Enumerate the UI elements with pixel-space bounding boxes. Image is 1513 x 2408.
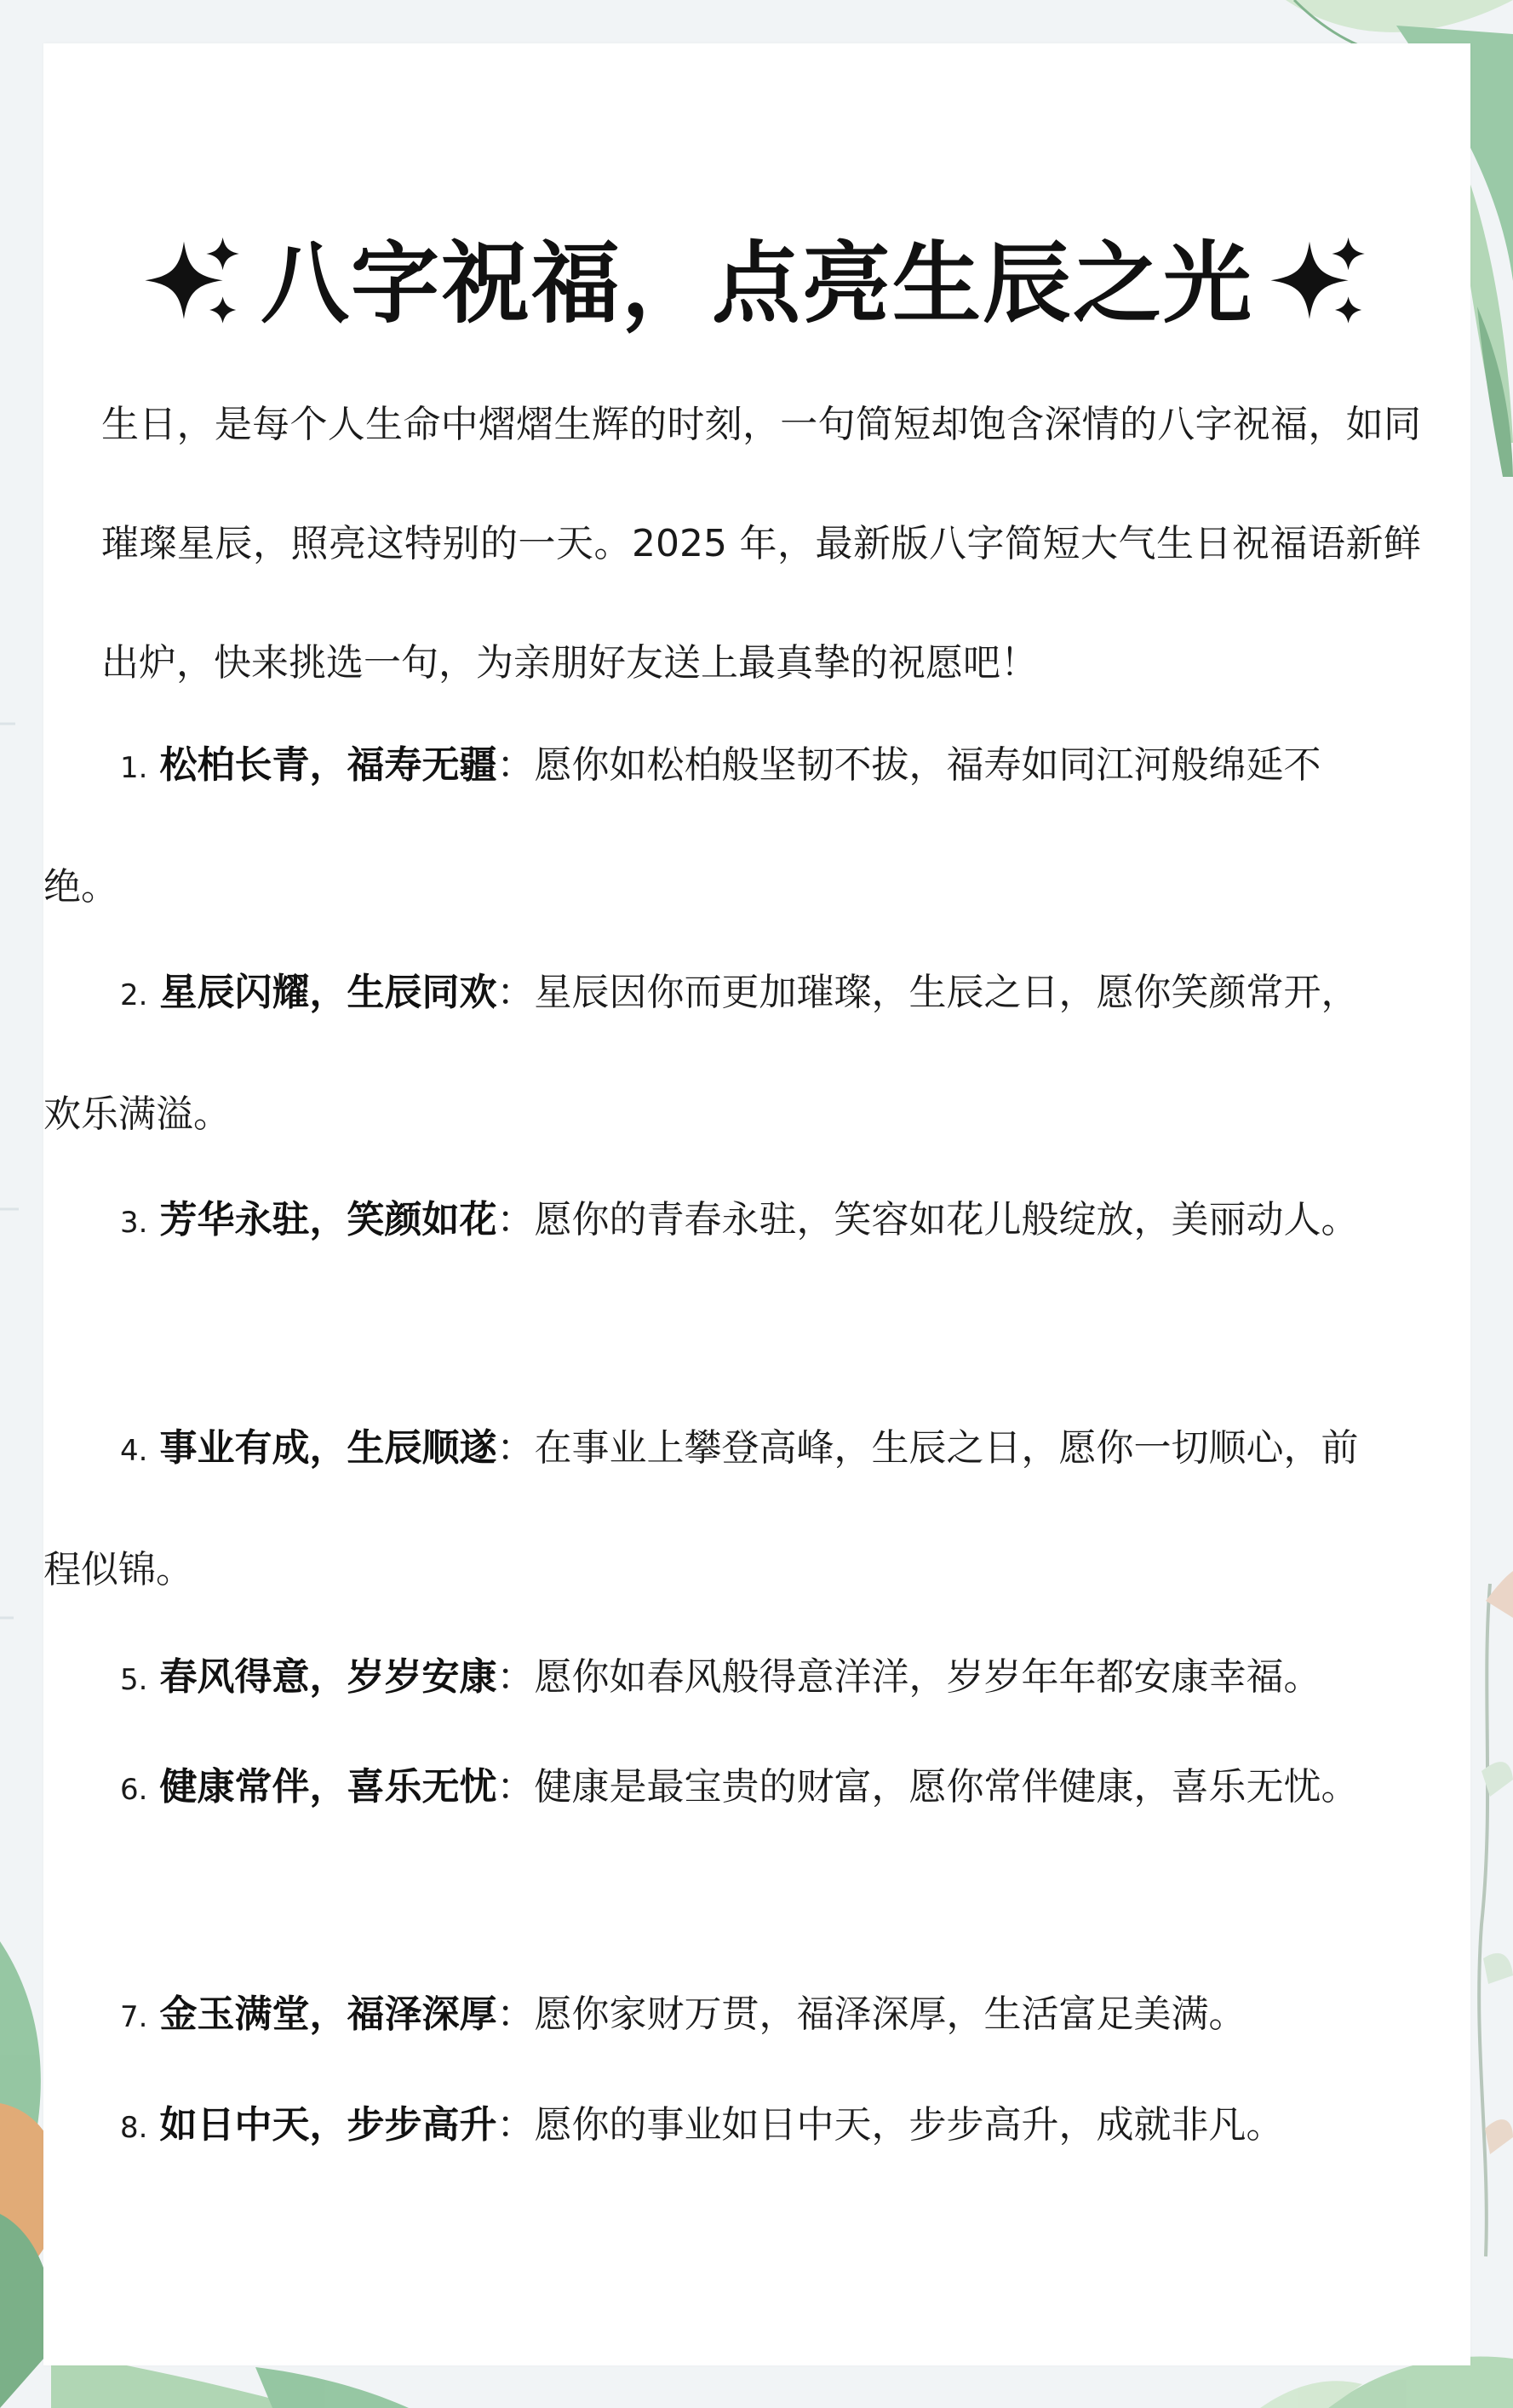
item-text: 愿你的事业如日中天，步步高升，成就非凡。 [534, 2103, 1284, 2147]
item-number: 8. [120, 2111, 148, 2145]
item-text: 星辰因你而更加璀璨，生辰之日，愿你笑颜常开，欢乐满溢。 [43, 971, 1359, 1136]
sparkles-icon [143, 233, 245, 335]
item-text: 愿你如松柏般坚韧不拔，福寿如同江河般绵延不绝。 [43, 743, 1321, 909]
list-item [43, 706, 1363, 947]
list-item [43, 1618, 1363, 1740]
item-phrase: 星辰闪耀，生辰同欢 [159, 971, 497, 1014]
left-edge-marks [0, 724, 19, 1618]
list-item [43, 2066, 1363, 2187]
item-text: 愿你家财万贯，福泽深厚，生活富足美满。 [534, 1992, 1247, 2036]
item-text: 健康是最宝贵的财富，愿你常伴健康，喜乐无忧。 [534, 1765, 1359, 1809]
list-item [43, 1728, 1363, 1849]
item-phrase: 如日中天，步步高升 [159, 2103, 497, 2147]
article-card [43, 43, 1470, 2365]
item-separator: ： [496, 1655, 535, 1699]
item-text: 愿你如春风般得意洋洋，岁岁年年都安康幸福。 [534, 1655, 1321, 1699]
sparkles-icon [1269, 233, 1371, 335]
item-separator: ： [496, 1765, 535, 1809]
item-separator: ： [496, 1198, 535, 1241]
item-phrase: 松柏长青，福寿无疆 [159, 743, 497, 787]
item-separator: ： [496, 743, 535, 787]
page-title [43, 231, 1470, 341]
right-side-branch [1479, 1571, 1513, 2256]
item-text: 愿你的青春永驻，笑容如花儿般绽放，美丽动人。 [534, 1198, 1359, 1241]
item-number: 4. [120, 1434, 148, 1468]
item-number: 5. [120, 1663, 148, 1697]
item-number: 6. [120, 1773, 148, 1807]
item-phrase: 芳华永驻，笑颜如花 [159, 1198, 497, 1241]
item-phrase: 金玉满堂，福泽深厚 [159, 1992, 497, 2036]
item-text: 在事业上攀登高峰，生辰之日，愿你一切顺心，前程似锦。 [43, 1426, 1359, 1591]
list-item [43, 1389, 1363, 1630]
list-item [43, 1955, 1363, 2077]
item-phrase: 事业有成，生辰顺遂 [159, 1426, 497, 1470]
item-separator: ： [496, 971, 535, 1014]
item-number: 2. [120, 978, 148, 1012]
intro-paragraph: 生日，是每个人生命中熠熠生辉的时刻，一句简短却饱含深情的八字祝福，如同璀璨星辰，照亮这特别的一天。2025 年，最新版八字简短大气生日祝福语新鲜出炉，快来挑选一句，为亲朋好友送上最真挚的祝愿吧！ [101, 403, 1421, 685]
item-separator: ： [496, 1426, 535, 1470]
list-item [43, 1161, 1363, 1282]
item-separator: ： [496, 2103, 535, 2147]
item-number: 1. [120, 751, 148, 785]
item-separator: ： [496, 1992, 535, 2036]
item-number: 3. [120, 1206, 148, 1240]
item-phrase: 健康常伴，喜乐无忧 [159, 1765, 497, 1809]
list-item [43, 933, 1363, 1174]
title-text: 八字祝福，点亮生辰之光 [260, 231, 1253, 335]
item-phrase: 春风得意，岁岁安康 [159, 1655, 497, 1699]
item-number: 7. [120, 2000, 148, 2034]
